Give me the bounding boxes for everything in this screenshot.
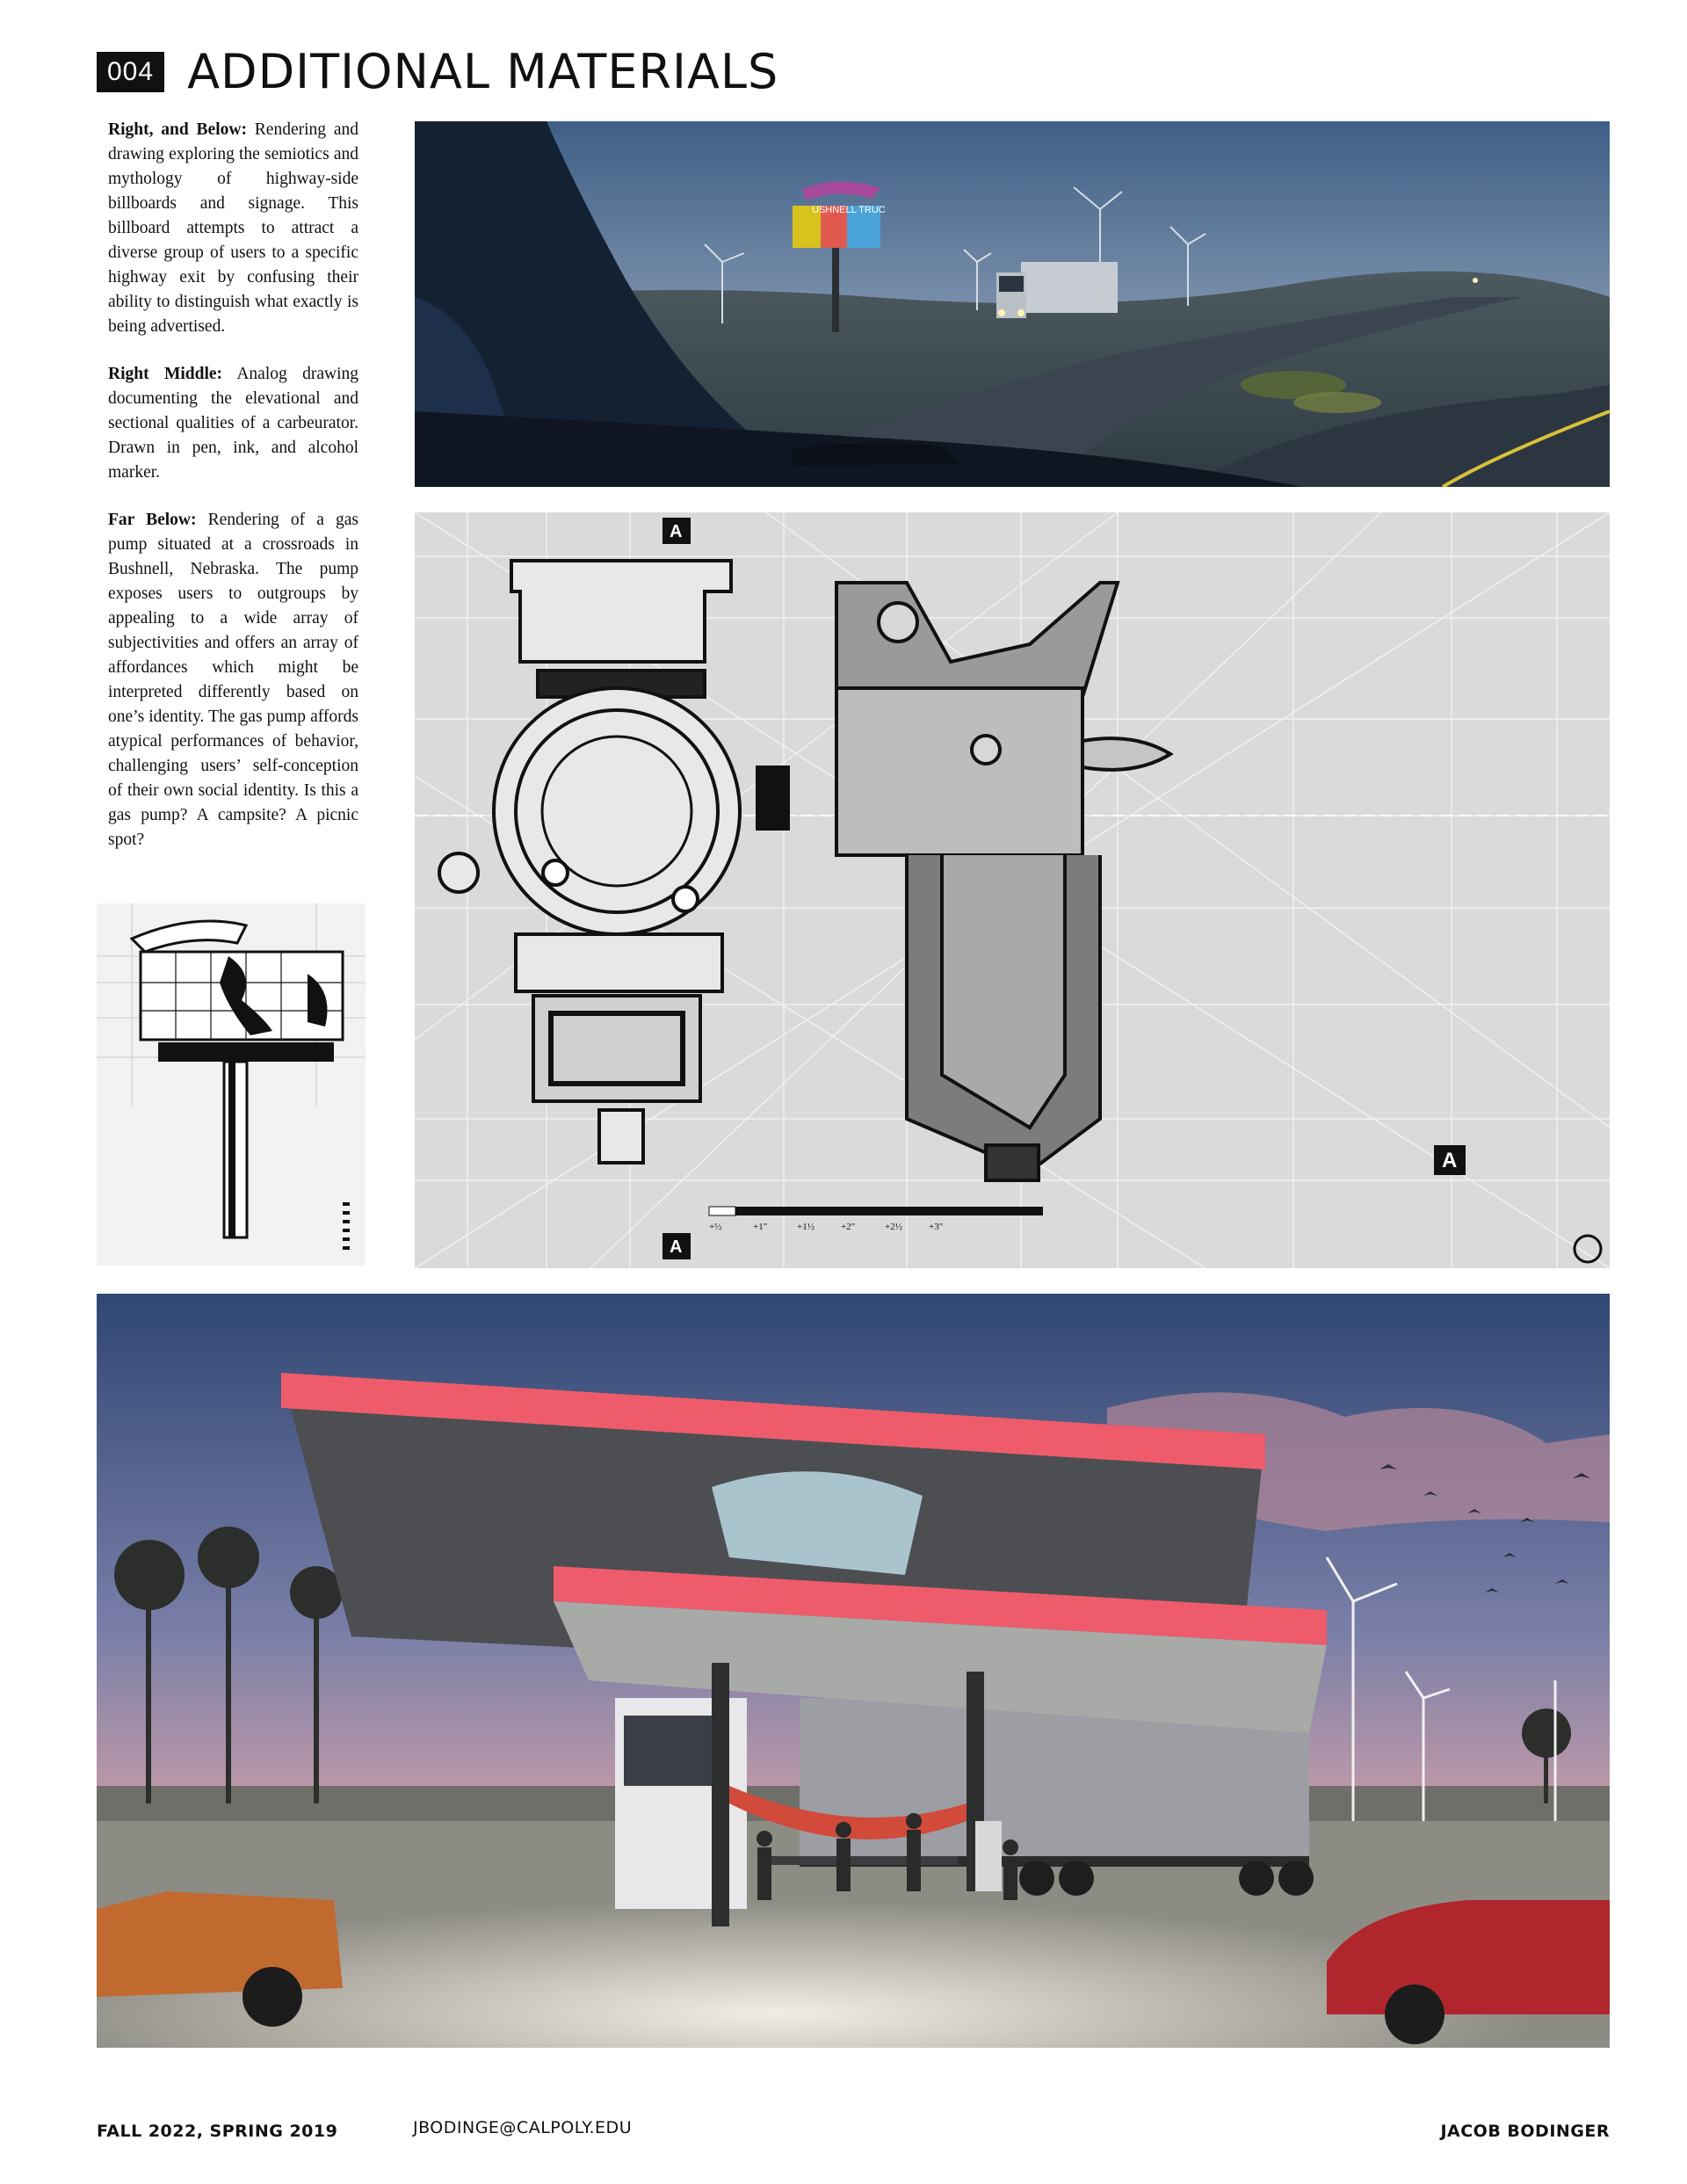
billboard-sketch [97,903,366,1266]
scale-label: +3" [929,1222,944,1232]
page-title: ADDITIONAL MATERIALS [187,44,779,99]
section-mark: A [1442,1149,1458,1172]
scale-label: +2½ [885,1222,902,1232]
section-mark: A [670,1237,683,1257]
footer-dates: FALL 2022, SPRING 2019 [97,2122,338,2141]
description-paragraph [108,508,358,853]
gas-pump-rendering [97,1294,1610,2048]
scale-label: +½ [709,1222,722,1232]
description-paragraph [108,118,358,339]
highway-billboard-rendering [415,121,1610,487]
description-paragraph [108,362,358,485]
paragraph-lead: Far Below: [108,511,197,529]
carburetor-drawing [415,512,1610,1268]
section-mark: A [670,522,683,541]
scale-label: +2" [841,1222,856,1232]
page-number-badge: 004 [97,52,164,92]
billboard-text: USHNELL TRUC [812,205,886,215]
footer-author: JACOB BODINGER [1440,2122,1610,2141]
scale-label: +1½ [797,1222,815,1232]
paragraph-lead: Right, and Below: [108,120,247,139]
paragraph-text: Rendering and drawing exploring the semiotics and mythology of highway-side billboards and signage. This billboard attempts to attract a diverse group of users to a specific highway exit by confusing their ability to distinguish what exactly is being advertised. [108,120,358,336]
page-header [97,46,778,98]
scale-label: +1" [753,1222,768,1232]
description-column [108,118,358,875]
footer-email[interactable]: JBODINGE@CALPOLY.EDU [413,2118,633,2137]
paragraph-lead: Right Middle: [108,365,223,383]
paragraph-text: Analog drawing documenting the elevational and sectional qualities of a carbeurator. Drawn in pen, ink, and alcohol marker. [108,365,359,482]
paragraph-text: Rendering of a gas pump situated at a crossroads in Bushnell, Nebraska. The pump exposes users to outgroups by appealing to a wide array of subjectivities and offers an array of affordances which might be interpreted differently based on one’s identity. The gas pump affords atypical performances of behavior, challenging users’ self-conception of their own social identity. Is this a gas pump? A campsite? A picnic spot? [108,511,359,849]
